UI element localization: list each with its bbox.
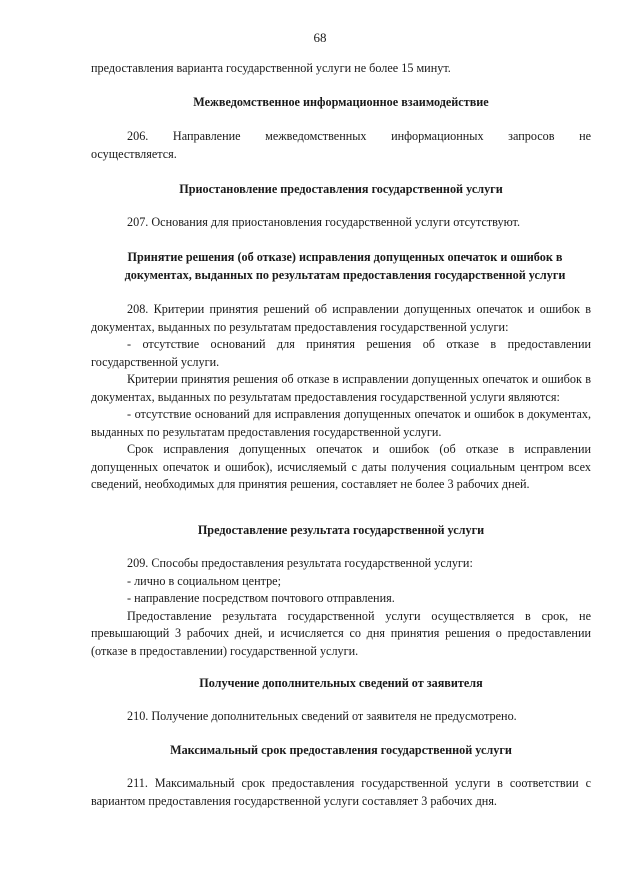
paragraph-206-line1: 206. Направление межведомственных информационных запросов не <box>127 129 591 143</box>
section-208 <box>91 301 591 494</box>
paragraph-208-a: 208. Критерии принятия решений об исправлении допущенных опечаток и ошибок в документах, выданных по результатам предоставления государственной услуги: <box>91 302 591 334</box>
paragraph-206-line2: осуществляется. <box>91 146 177 161</box>
paragraph-207: 207. Основания для приостановления государственной услуги отсутствуют. <box>127 215 521 229</box>
section-209 <box>91 555 591 660</box>
paragraph-211: 211. Максимальный срок предоставления государственной услуги в соответствии с вариантом предоставления государственной услуги составляет 3 рабочих дня. <box>91 776 591 808</box>
paragraph-206 <box>91 128 591 163</box>
paragraph-210: 210. Получение дополнительных сведений от заявителя не предусмотрено. <box>127 709 517 723</box>
paragraph-209-d: Предоставление результата государственной услуги осуществляется в срок, не превышающий 3 рабочих дней, и исчисляется со дня принятия решения о предоставлении (отказе в предоставлении) государственной услуги. <box>91 608 591 658</box>
paragraph-209-a: 209. Способы предоставления результата государственной услуги: <box>127 556 473 570</box>
paragraph-intro: предоставления варианта государственной услуги не более 15 минут. <box>91 61 451 75</box>
paragraph-208-e: Срок исправления допущенных опечаток и ошибок (об отказе в исправлении допущенных опечаток и ошибок), исчисляемый с даты получения социальным центром всех сведений, необходимых для принятия решения, составляет не более 3 рабочих дней. <box>91 442 591 491</box>
paragraph-209-c: - направление посредством почтового отправления. <box>127 591 395 605</box>
page-number: 68 <box>313 30 327 45</box>
paragraph-209-b: - лично в социальном центре; <box>127 573 281 588</box>
heading-interagency: Межведомственное информационное взаимодействие <box>193 95 489 109</box>
heading-additional: Получение дополнительных сведений от заявителя <box>199 676 483 690</box>
paragraph-208-d: - отсутствие оснований для исправления допущенных опечаток и ошибок в документах, выданных по результатам предоставления государственной услуги. <box>91 407 591 439</box>
heading-decision: Принятие решения (об отказе) исправления допущенных опечаток и ошибок в документах, выданных по результатам предоставления государственной услуги <box>124 250 566 282</box>
paragraph-208-c: Критерии принятия решения об отказе в исправлении допущенных опечаток и ошибок в документах, выданных по результатам предоставления государственной услуги являются: <box>91 372 591 404</box>
heading-suspension: Приостановление предоставления государственной услуги <box>179 182 503 196</box>
heading-max-term: Максимальный срок предоставления государственной услуги <box>170 743 512 757</box>
paragraph-208-b: - отсутствие оснований для принятия решения об отказе в предоставлении государственной услуги. <box>91 337 591 369</box>
heading-result: Предоставление результата государственной услуги <box>197 523 485 537</box>
